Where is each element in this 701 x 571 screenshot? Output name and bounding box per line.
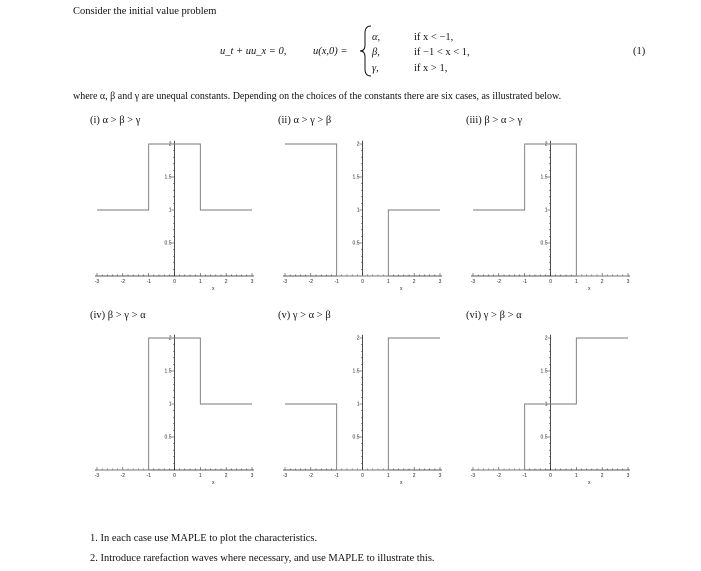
x-tick-label: 2 xyxy=(600,473,604,479)
case-2-condition: if −1 < x < 1, xyxy=(414,47,470,58)
case-3-value: γ, xyxy=(372,63,379,74)
x-axis-label: x xyxy=(212,480,215,486)
y-tick-label: 1 xyxy=(356,207,360,214)
y-tick-label: 1.5 xyxy=(164,174,172,181)
cases-brace xyxy=(359,25,373,77)
graph-v xyxy=(278,320,448,488)
x-axis-label: x xyxy=(400,286,403,292)
x-tick-label: 3 xyxy=(438,279,442,285)
x-tick-label: -1 xyxy=(146,279,151,285)
x-tick-label: 3 xyxy=(438,473,442,479)
pde-equation: u_t + uu_x = 0, xyxy=(220,46,287,57)
graph-label-i: (i) α > β > γ xyxy=(90,115,141,126)
x-tick-label: -3 xyxy=(282,279,288,285)
x-tick-label: 2 xyxy=(224,279,228,285)
x-tick-label: 3 xyxy=(626,279,630,285)
y-tick-label: 2 xyxy=(544,141,548,148)
y-tick-label: 1.5 xyxy=(540,368,548,375)
x-tick-label: -1 xyxy=(146,473,151,479)
x-tick-label: 1 xyxy=(386,279,390,285)
y-tick-label: 1.5 xyxy=(164,368,172,375)
x-axis-label: x xyxy=(212,286,215,292)
y-tick-label: 1 xyxy=(168,207,172,214)
y-tick-label: 2 xyxy=(356,141,360,148)
x-tick-label: -2 xyxy=(496,473,502,479)
y-tick-label: 1 xyxy=(356,401,360,408)
x-tick-label: 0 xyxy=(361,279,364,285)
graph-iv xyxy=(90,320,260,488)
y-tick-label: 1 xyxy=(544,401,548,408)
x-tick-label: 0 xyxy=(549,279,552,285)
y-tick-label: 2 xyxy=(168,141,172,148)
x-tick-label: -1 xyxy=(334,473,339,479)
y-tick-label: 0.5 xyxy=(540,434,548,441)
x-tick-label: 0 xyxy=(361,473,364,479)
case-1-value: α, xyxy=(372,32,381,43)
x-tick-label: 3 xyxy=(250,473,254,479)
x-tick-label: 3 xyxy=(250,279,254,285)
graph-label-vi: (vi) γ > β > α xyxy=(466,310,522,321)
intro-text: Consider the initial value problem xyxy=(73,6,217,17)
x-tick-label: -3 xyxy=(94,279,100,285)
x-tick-label: 1 xyxy=(574,473,578,479)
graph-iii xyxy=(466,126,636,294)
y-tick-label: 0.5 xyxy=(540,240,548,247)
x-tick-label: -1 xyxy=(522,473,527,479)
x-tick-label: -2 xyxy=(496,279,502,285)
x-tick-label: 3 xyxy=(626,473,630,479)
y-tick-label: 1 xyxy=(544,207,548,214)
plot-svg xyxy=(90,320,260,488)
plot-svg xyxy=(466,126,636,294)
description-text: where α, β and γ are unequal constants. Depending on the choices of the constants there are six cases, as illustrated below. xyxy=(73,91,562,102)
x-tick-label: 1 xyxy=(386,473,390,479)
graph-ii xyxy=(278,126,448,294)
y-tick-label: 1 xyxy=(168,401,172,408)
plot-svg xyxy=(466,320,636,488)
x-tick-label: -1 xyxy=(334,279,339,285)
plot-svg xyxy=(278,320,448,488)
y-tick-label: 2 xyxy=(544,335,548,342)
graph-label-iii: (iii) β > α > γ xyxy=(466,115,523,126)
graph-label-v: (v) γ > α > β xyxy=(278,310,331,321)
plot-svg xyxy=(90,126,260,294)
x-tick-label: 1 xyxy=(198,279,202,285)
x-axis-label: x xyxy=(588,480,591,486)
y-tick-label: 1.5 xyxy=(352,368,360,375)
x-tick-label: 2 xyxy=(412,473,416,479)
x-tick-label: 0 xyxy=(173,279,176,285)
equation-number: (1) xyxy=(633,46,646,57)
x-tick-label: -2 xyxy=(308,473,314,479)
y-tick-label: 2 xyxy=(356,335,360,342)
x-tick-label: 1 xyxy=(198,473,202,479)
x-tick-label: -2 xyxy=(120,473,126,479)
x-tick-label: -3 xyxy=(94,473,100,479)
task-2: 2. Introduce rarefaction waves where necessary, and use MAPLE to illustrate this. xyxy=(90,553,435,564)
initial-condition-lhs: u(x,0) = xyxy=(313,46,348,57)
case-1-condition: if x < −1, xyxy=(414,32,454,43)
x-tick-label: -1 xyxy=(522,279,527,285)
y-tick-label: 0.5 xyxy=(164,434,172,441)
y-tick-label: 2 xyxy=(168,335,172,342)
task-1: 1. In each case use MAPLE to plot the characteristics. xyxy=(90,533,318,544)
y-tick-label: 1.5 xyxy=(352,174,360,181)
graph-label-iv: (iv) β > γ > α xyxy=(90,310,146,321)
x-axis-label: x xyxy=(588,286,591,292)
plot-svg xyxy=(278,126,448,294)
x-tick-label: -2 xyxy=(308,279,314,285)
y-tick-label: 0.5 xyxy=(352,434,360,441)
x-tick-label: 2 xyxy=(224,473,228,479)
x-tick-label: 2 xyxy=(412,279,416,285)
x-tick-label: 0 xyxy=(549,473,552,479)
x-tick-label: -3 xyxy=(282,473,288,479)
x-tick-label: 2 xyxy=(600,279,604,285)
x-tick-label: -3 xyxy=(470,279,476,285)
x-tick-label: 1 xyxy=(574,279,578,285)
graph-vi xyxy=(466,320,636,488)
case-2-value: β, xyxy=(372,47,380,58)
x-tick-label: -3 xyxy=(470,473,476,479)
x-tick-label: -2 xyxy=(120,279,126,285)
graph-i xyxy=(90,126,260,294)
graph-label-ii: (ii) α > γ > β xyxy=(278,115,332,126)
x-axis-label: x xyxy=(400,480,403,486)
case-3-condition: if x > 1, xyxy=(414,63,448,74)
y-tick-label: 0.5 xyxy=(352,240,360,247)
y-tick-label: 0.5 xyxy=(164,240,172,247)
x-tick-label: 0 xyxy=(173,473,176,479)
y-tick-label: 1.5 xyxy=(540,174,548,181)
